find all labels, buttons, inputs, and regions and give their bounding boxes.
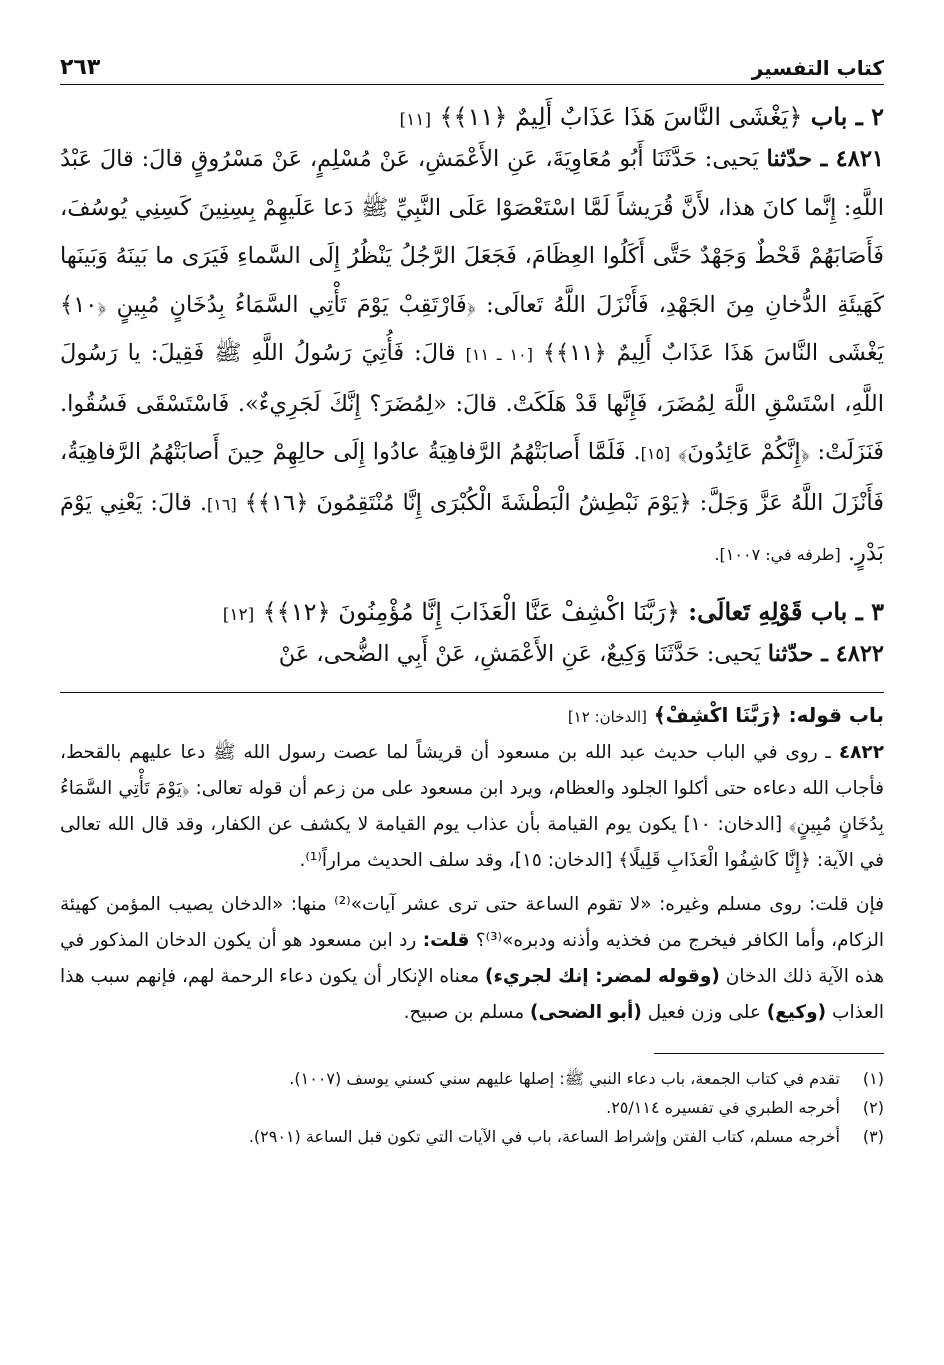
- verse-ref: [١١]: [399, 110, 432, 130]
- chapter-verse: ﴿يَغْشَى النَّاسَ هَذَا عَذَابٌ أَلِيمٌ ﴿١١﴾﴾: [439, 103, 803, 131]
- verse-ref: [١٥]: [640, 444, 671, 463]
- commentary-text: مسلم بن صبيح.: [403, 1002, 525, 1023]
- footnote: [60, 1064, 884, 1093]
- commentary-title: [60, 703, 884, 727]
- footnote-number: (١): [862, 1069, 884, 1088]
- commentary-text: ـ روى في الباب حديث عبد الله بن مسعود أن قريشاً لما عصت رسول الله ﷺ دعا عليهم بالقحط، فأجاب الله دعاءه حتى أكلوا الجلود والعظام، ويرد ابن مسعود على من زعم أن قوله تعالى: ﴿يَوْمَ تَأْتِي السَّمَاءُ بِدُخَانٍ مُبِينٍ﴾ [الدخان: ١٠] يكون يوم القيامة بأن عذاب يوم القيامة لا يكشف عن الكفار، وقد قال الله تعالى في الآية: ﴿إِنَّا كَاشِفُوا الْعَذَابِ قَلِيلًا﴾ [الدخان: ١٥]، وقد سلف الحديث مراراً⁽¹⁾.: [60, 742, 884, 871]
- footnote-text: أخرجه مسلم، كتاب الفتن وإشراط الساعة، باب في الآيات التي تكون قبل الساعة (٢٩٠١).: [248, 1127, 840, 1146]
- hadith-4822: [60, 630, 884, 679]
- verse-ref: [١٦]: [207, 494, 237, 514]
- chapter-label: ٣ ـ باب قَوْلِهِ تَعالَى:: [688, 596, 884, 626]
- hadith-text: قالَ: فَأُتِيَ رَسُولُ اللَّهِ ﷺ فَقِيلَ: يا رَسُولَ اللَّهِ، اسْتَسْقِ اللَّهَ لِمُضَرَ، فَإِنَّها قَدْ هَلَكَتْ. قالَ: «لِمُضَرَ؟ إِنَّكَ لَجَرِيءٌ». فَاسْتَسْقَى فَسُقُوا. فَنَزَلَتْ: ﴿إِنَّكُمْ عَائِدُونَ﴾: [60, 340, 884, 465]
- commentary-bold: قلت:: [422, 930, 470, 951]
- footnote-text: تقدم في كتاب الجمعة، باب دعاء النبي ﷺ: إصلها عليهم سني كسني يوسف (١٠٠٧).: [289, 1069, 840, 1088]
- commentary-bold: (وكيع): [766, 1002, 827, 1023]
- verse-ref: [١٠ ـ ١١]: [465, 345, 533, 364]
- commentary-text: رد ابن مسعود هو أن يكون الدخان المذكور في هذه الآية ذلك الدخان: [60, 930, 885, 987]
- footnote-text: أخرجه الطبري في تفسيره ٢٥/١١٤.: [606, 1098, 840, 1117]
- commentary-text: فإن قلت: روى مسلم وغيره: «لا تقوم الساعة حتى ترى عشر آيات»⁽²⁾ منها: «الدخان يصيب المؤمن كهيئة الزكام، وأما الكافر فيخرج من فخذيه وأذنه ودبره»⁽³⁾؟: [60, 894, 884, 951]
- commentary-heading: باب قوله: ﴿رَبَّنَا اكْشِفْ﴾: [653, 703, 884, 727]
- hadith-text: . قالَ: يَعْنِي يَوْمَ بَدْرٍ.: [60, 489, 884, 566]
- footnotes: [60, 1064, 884, 1151]
- verse-ref: [الدخان: ١٢]: [567, 708, 647, 726]
- footnote: [60, 1093, 884, 1122]
- hadith-number: ٤٨٢٢ ـ حدّثنا: [767, 640, 884, 667]
- hadith-number: ٤٨٢٢: [838, 742, 884, 763]
- hadith-text: يَحيى: حَدَّثَنَا وَكِيعٌ، عَنِ الأَعْمَشِ، عَنْ أَبِي الضُّحى، عَنْ: [278, 640, 761, 667]
- page-number: ٢٦٣: [60, 55, 101, 80]
- hadith-text: . فَلَمَّا أَصابَتْهُمُ الرَّفاهِيَةُ عادُوا إِلَى حالِهِمْ حِينَ أَصابَتْهُمُ الرَّفاهِيَةُ، فَأَنْزَلَ اللَّهُ عَزَّ وَجَلَّ: ﴿يَوْمَ نَبْطِشُ الْبَطْشَةَ الْكُبْرَى إِنَّا مُنْتَقِمُونَ ﴿١٦﴾﴾: [60, 439, 885, 516]
- commentary-text: على وزن فعيل: [647, 1002, 761, 1023]
- verse-ref: [١٢]: [222, 604, 255, 625]
- commentary-paragraph-1: [60, 735, 884, 879]
- chapter-verse: ﴿رَبَّنَا اكْشِفْ عَنَّا الْعَذَابَ إِنَّا مُؤْمِنُونَ ﴿١٢﴾﴾: [262, 597, 680, 626]
- hadith-4821: [60, 135, 884, 580]
- running-title: كتاب التفسير: [751, 56, 884, 80]
- chapter-heading-2: [60, 99, 884, 135]
- chapter-label: ٢ ـ باب: [810, 102, 884, 131]
- section-divider: [60, 692, 884, 693]
- footnote-number: (٢): [862, 1098, 884, 1117]
- document-page: [60, 40, 884, 1151]
- footnote-rule: [654, 1053, 884, 1054]
- footnote: [60, 1122, 884, 1151]
- page-header: [60, 40, 884, 85]
- commentary-paragraph-2: [60, 887, 884, 1031]
- hadith-number: ٤٨٢١ ـ حدّثنا: [766, 146, 885, 172]
- chapter-heading-3: [60, 594, 884, 630]
- cross-ref: [طرفه في: ١٠٠٧].: [714, 545, 841, 564]
- commentary-bold: (وقوله لمضر: إنك لجريء): [485, 966, 720, 987]
- hadith-text: يَحيى: حَدَّثَنَا أَبُو مُعَاوِيَةَ، عَنِ الأَعْمَشِ، عَنْ مُسْلِمٍ، عَنْ مَسْرُوقٍ قالَ: قالَ عَبْدُ اللَّهِ: إِنَّما كانَ هذا، لأَنَّ قُرَيشاً لَمَّا اسْتَعْصَوْا عَلَى النَّبِيِّ ﷺ دَعا عَلَيهِمْ بِسِنِينَ كَسِنِي يُوسُفَ، فَأَصَابَهُمْ قَحْطٌ وَجَهْدٌ حَتَّى أَكَلُوا العِظَامَ، فَجَعَلَ الرَّجُلُ يَنْظُرُ إِلَى السَّماءِ فَيَرَى ما بَينَهُ وَبَينَها كَهَيئَةِ الدُّخانِ مِنَ الجَهْدِ، فَأَنْزَلَ اللَّهُ تَعالَى: ﴿فَارْتَقِبْ يَوْمَ تَأْتِي السَّمَاءُ بِدُخَانٍ مُبِينٍ ﴿١٠﴾ يَغْشَى النَّاسَ هَذَا عَذَابٌ أَلِيمٌ ﴿١١﴾﴾: [60, 146, 884, 366]
- footnote-number: (٣): [862, 1127, 884, 1146]
- commentary-bold: (أبو الضحى): [530, 1002, 642, 1023]
- commentary-text: معناه الإنكار أن يكون دعاء الرحمة لهم، فإنهم سبب هذا العذاب: [60, 966, 884, 1023]
